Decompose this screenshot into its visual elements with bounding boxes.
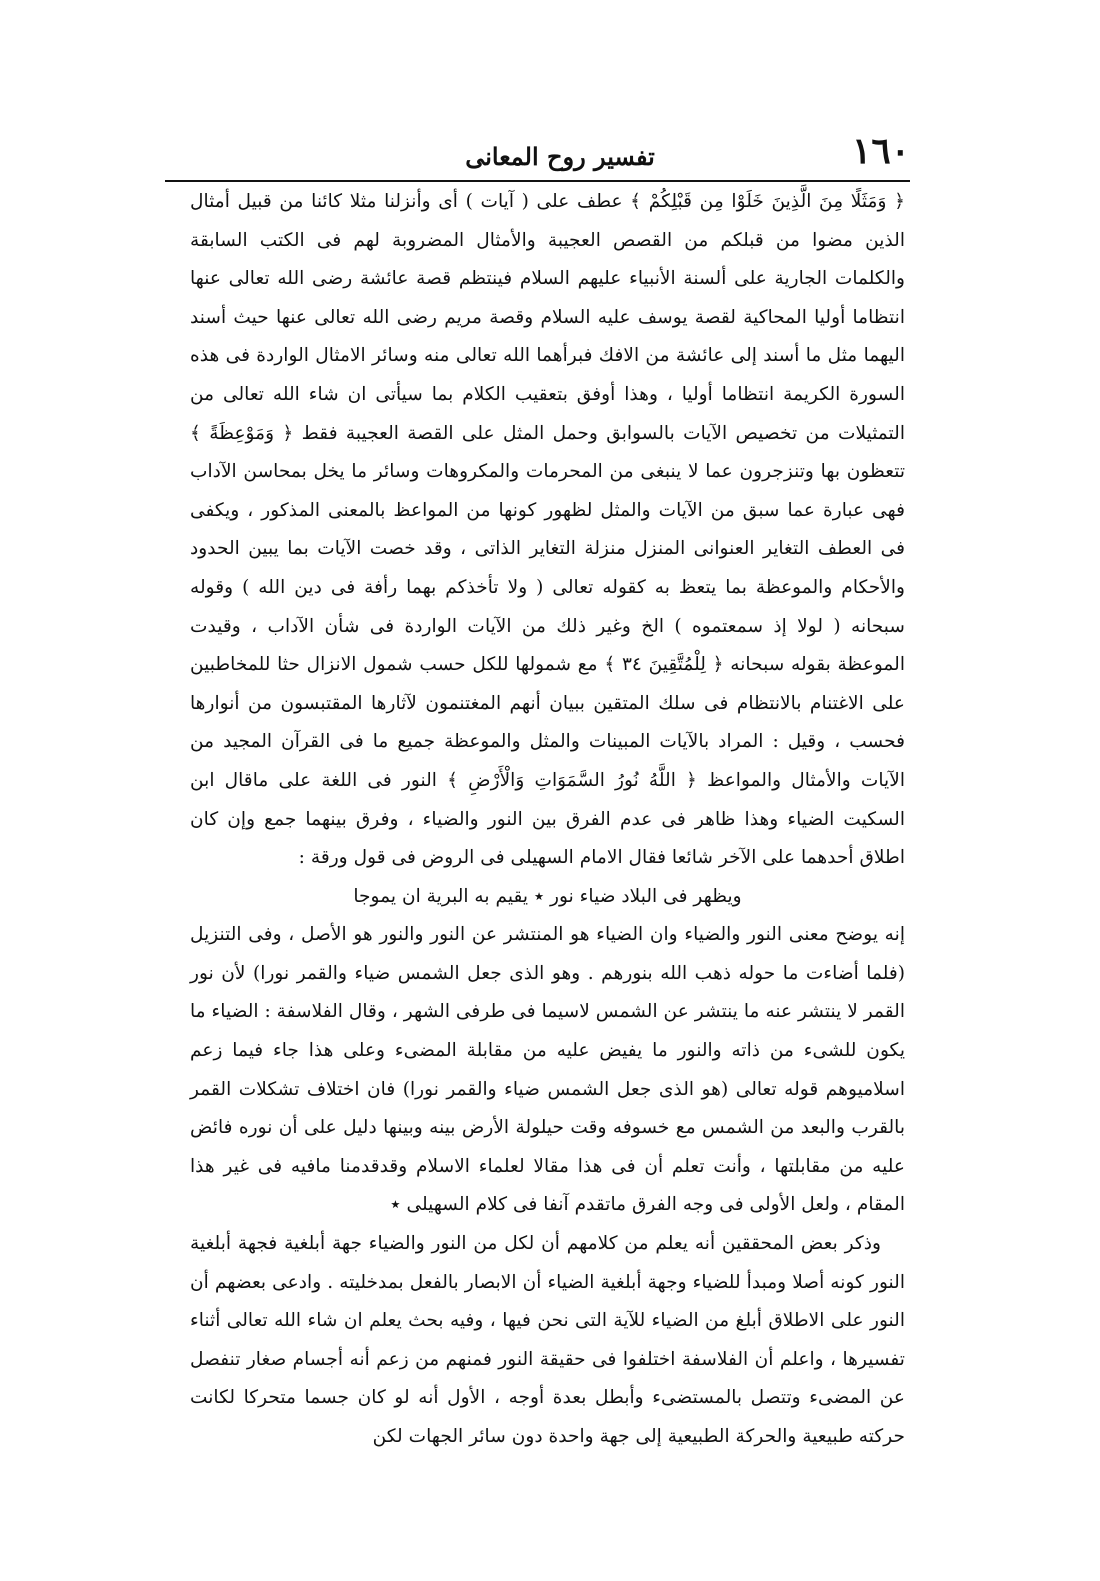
paragraph-2: إنه يوضح معنى النور والضياء وان الضياء هو المنتشر عن النور والنور هو الأصل ، وفى التنزيل (فلما أضاءت ما حوله ذهب الله بنورهم . وهو الذى جعل الشمس ضياء والقمر نورا) لأن نور القمر لا ينتشر عنه ما ينتشر عن الشمس لاسيما فى طرفى الشهر ، وقال الفلاسفة : الضياء ما يكون للشىء من ذاته والنور ما يفيض عليه من مقابلة المضىء وعلى هذا جاء فيما زعم اسلاميوهم قوله تعالى (هو الذى جعل الشمس ضياء والقمر نورا) فان اختلاف تشكلات القمر بالقرب والبعد من الشمس مع خسوفه وقت حيلولة الأرض بينه وبينها دليل على أن نوره فائض عليه من مقابلتها ، وأنت تعلم أن فى هذا مقالا لعلماء الاسلام وقدقدمنا مافيه فى غير هذا المقام ، ولعل الأولى فى وجه الفرق ماتقدم آنفا فى كلام السهيلى ٭ <box>190 924 905 1216</box>
running-title: تفسير روح المعانى <box>465 142 655 171</box>
header-rule <box>165 180 910 182</box>
page-header <box>190 130 910 180</box>
commentary-body <box>190 183 905 1457</box>
page-number: ١٦٠ <box>851 130 910 172</box>
poetry-verse: ويظهر فى البلاد ضياء نور ٭ يقيم به البرية ان يموجا <box>353 885 742 907</box>
paragraph-1: ﴿ وَمَثَلًا مِنَ الَّذِينَ خَلَوْا مِن قَبْلِكُمْ ﴾ عطف على ( آيات ) أى وأنزلنا مثلا كائنا من قبيل أمثال الذين مضوا من قبلكم من القصص العجيبة والأمثال المضروبة لهم فى الكتب السابقة والكلمات الجارية على ألسنة الأنبياء عليهم السلام فينتظم قصة عائشة رضى الله تعالى عنها انتظاما أوليا المحاكية لقصة يوسف عليه السلام وقصة مريم رضى الله تعالى عنها حيث أسند اليهما مثل ما أسند إلى عائشة من الافك فبرأهما الله تعالى منه وسائر الامثال الواردة فى هذه السورة الكريمة انتظاما أوليا ، وهذا أوفق بتعقيب الكلام بما سيأتى ان شاء الله تعالى من التمثيلات من تخصيص الآيات بالسوابق وحمل المثل على القصة العجيبة فقط ﴿ وَمَوْعِظَةً ﴾ تتعظون بها وتنزجرون عما لا ينبغى من المحرمات والمكروهات وسائر ما يخل بمحاسن الآداب فهى عبارة عما سبق من الآيات والمثل لظهور كونها من المواعظ بالمعنى المذكور ، ويكفى فى العطف التغاير العنوانى المنزل منزلة التغاير الذاتى ، وقد خصت الآيات بما يبين الحدود والأحكام والموعظة بما يتعظ به كقوله تعالى ( ولا تأخذكم بهما رأفة فى دين الله ) وقوله سبحانه ( لولا إذ سمعتموه ) الخ وغير ذلك من الآيات الواردة فى شأن الآداب ، وقيدت الموعظة بقوله سبحانه ﴿ لِلْمُتَّقِينَ ٣٤ ﴾ مع شمولها للكل حسب شمول الانزال حثا للمخاطبين على الاغتنام بالانتظام فى سلك المتقين ببيان أنهم المغتنمون لآثارها المقتبسون من أنوارها فحسب ، وقيل : المراد بالآيات المبينات والمثل والموعظة جميع ما فى القرآن المجيد من الآيات والأمثال والمواعظ ﴿ اللَّهُ نُورُ السَّمَوَاتِ وَالْأَرْضِ ﴾ النور فى اللغة على ماقال ابن السكيت الضياء وهذا ظاهر فى عدم الفرق بين النور والضياء ، وفرق بينهما جمع وإن كان اطلاق أحدهما على الآخر شائعا فقال الامام السهيلى فى الروض فى قول ورقة : <box>190 191 906 869</box>
paragraph-3: وذكر بعض المحققين أنه يعلم من كلامهم أن لكل من النور والضياء جهة أبلغية فجهة أبلغية النور كونه أصلا ومبدأ للضياء وجهة أبلغية الضياء أن الابصار بالفعل بمدخليته . وادعى بعضهم أن النور على الاطلاق أبلغ من الضياء للآية التى نحن فيها ، وفيه بحث يعلم ان شاء الله تعالى أثناء تفسيرها ، واعلم أن الفلاسفة اختلفوا فى حقيقة النور فمنهم من زعم أنه أجسام صغار تنفصل عن المضىء وتتصل بالمستضىء وأبطل بعدة أوجه ، الأول أنه لو كان جسما متحركا لكانت حركته طبيعية والحركة الطبيعية إلى جهة واحدة دون سائر الجهات لكن <box>190 1233 905 1447</box>
